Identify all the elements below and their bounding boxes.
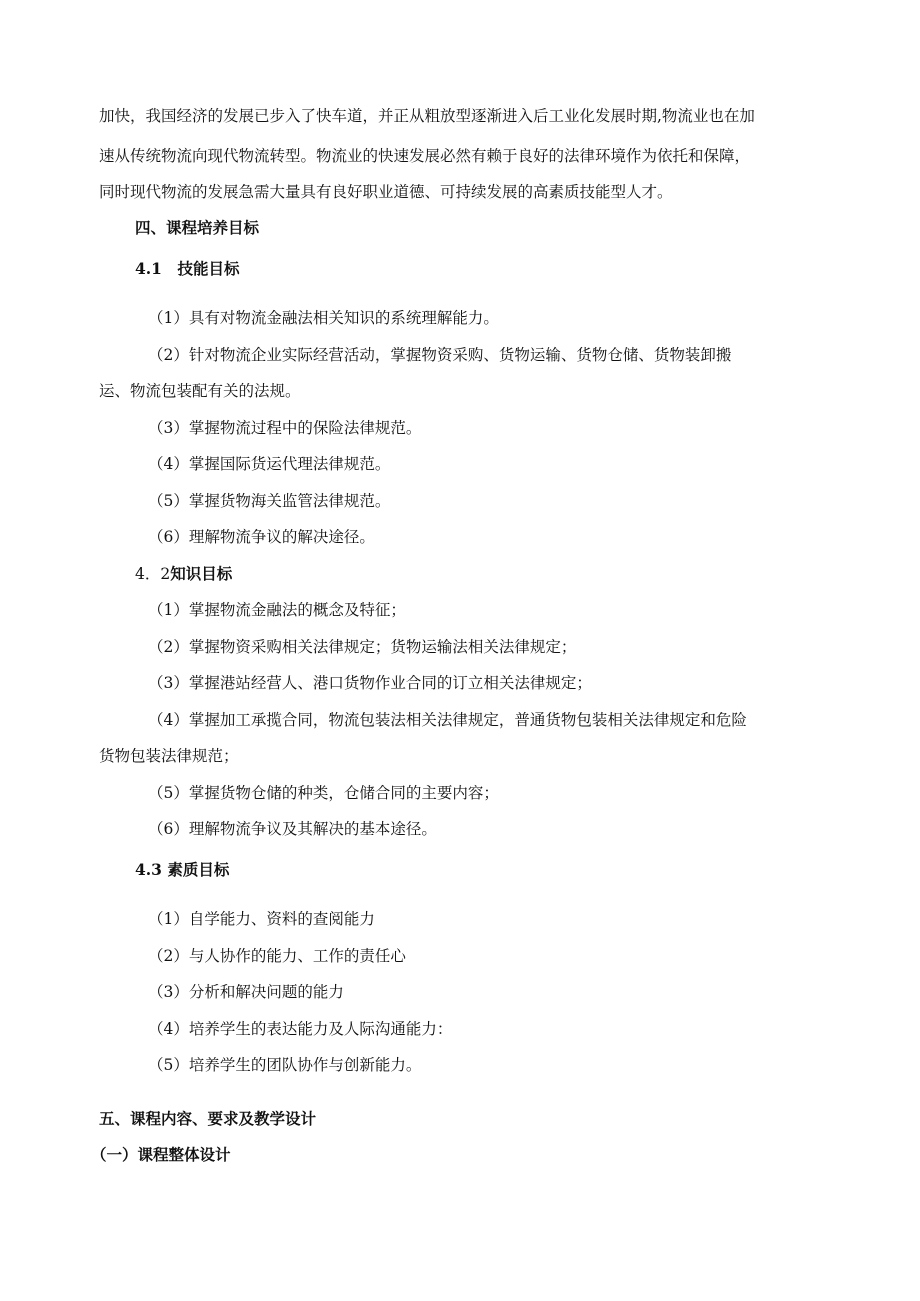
knowledge-heading-text: 知识目标: [170, 564, 233, 583]
knowledge-item-5: （5）掌握货物仓储的种类，仓储合同的主要内容；: [148, 784, 499, 802]
knowledge-item-4-cont: 货物包装法律规范；: [99, 747, 239, 765]
intro-line-2: 速从传统物流向现代物流转型。物流业的快速发展必然有赖于良好的法律环境作为依托和保障，: [99, 147, 751, 165]
skill-item-5: （5）掌握货物海关监管法律规范。: [148, 492, 391, 510]
skill-item-1: （1）具有对物流金融法相关知识的系统理解能力。: [148, 309, 499, 327]
knowledge-heading-number: 4．2: [135, 565, 171, 583]
section-5-title: 五、课程内容、要求及教学设计: [99, 1109, 317, 1128]
quality-item-3: （3）分析和解决问题的能力: [148, 983, 344, 1001]
skill-heading: 4.1 技能目标: [135, 259, 240, 278]
quality-item-4: （4）培养学生的表达能力及人际沟通能力：: [148, 1020, 453, 1038]
quality-item-1: （1）自学能力、资料的查阅能力: [148, 910, 375, 928]
section-5-subtitle: （一）课程整体设计: [91, 1145, 231, 1164]
knowledge-item-3: （3）掌握港站经营人、港口货物作业合同的订立相关法律规定；: [148, 674, 592, 692]
skill-item-6: （6）理解物流争议的解决途径。: [148, 528, 375, 546]
skill-item-2-cont: 运、物流包装配有关的法规。: [99, 382, 301, 400]
knowledge-item-2: （2）掌握物资采购相关法律规定；货物运输法相关法律规定；: [148, 638, 577, 656]
quality-heading: 4.3 素质目标: [135, 860, 230, 879]
knowledge-item-6: （6）理解物流争议及其解决的基本途径。: [148, 820, 437, 838]
knowledge-heading: [135, 564, 232, 584]
quality-item-5: （5）培养学生的团队协作与创新能力。: [148, 1056, 422, 1074]
section-4-title: 四、课程培养目标: [135, 218, 260, 237]
intro-line-3: 同时现代物流的发展急需大量具有良好职业道德、可持续发展的高素质技能型人才。: [99, 183, 673, 201]
skill-item-2: （2）针对物流企业实际经营活动，掌握物资采购、货物运输、货物仓储、货物装卸搬: [148, 346, 732, 364]
skill-item-4: （4）掌握国际货运代理法律规范。: [148, 455, 391, 473]
skill-item-3: （3）掌握物流过程中的保险法律规范。: [148, 419, 422, 437]
intro-line-1: 加快，我国经济的发展已步入了快车道，并正从粗放型逐渐进入后工业化发展时期,物流业也在加: [99, 107, 755, 125]
knowledge-item-4: （4）掌握加工承揽合同，物流包装法相关法律规定，普通货物包装相关法律规定和危险: [148, 711, 747, 729]
quality-item-2: （2）与人协作的能力、工作的责任心: [148, 947, 406, 965]
knowledge-item-1: （1）掌握物流金融法的概念及特征；: [148, 601, 406, 619]
